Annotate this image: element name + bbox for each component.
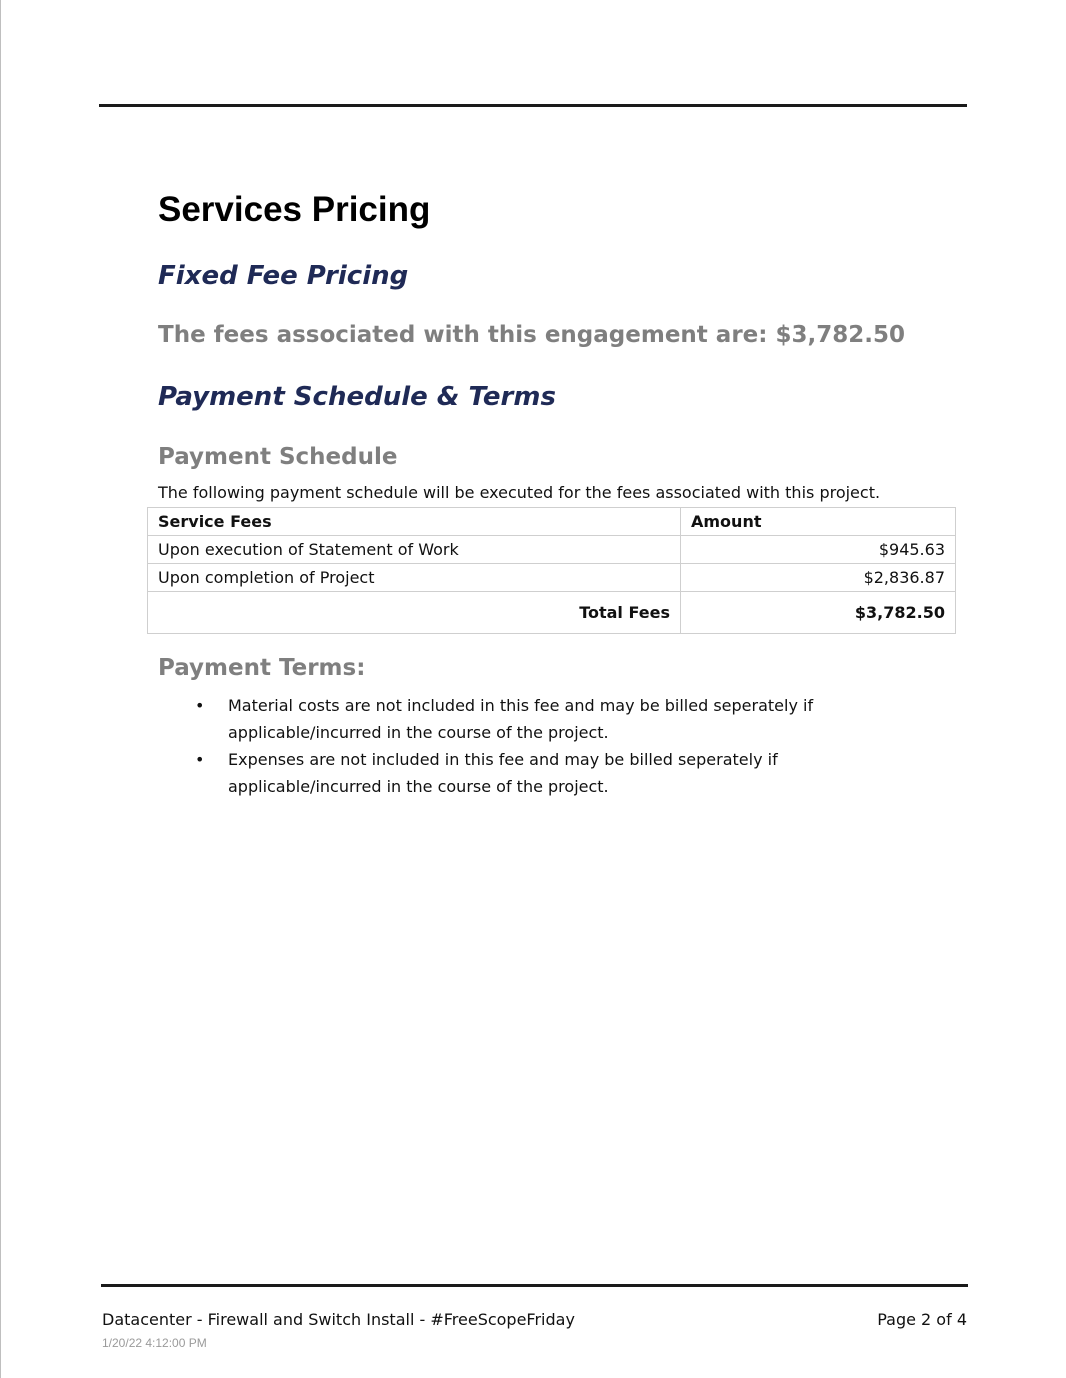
total-amount: $3,782.50	[681, 592, 956, 634]
payment-schedule-table	[147, 507, 956, 634]
page-title: Services Pricing	[158, 190, 431, 229]
column-header-service-fees: Service Fees	[148, 508, 681, 536]
footer-date: 1/20/22 4:12:00 PM	[102, 1336, 207, 1350]
row-amount: $945.63	[681, 536, 956, 564]
bullet-icon: •	[195, 750, 205, 769]
bullet-icon: •	[195, 696, 205, 715]
total-label: Total Fees	[148, 592, 681, 634]
table-header-row	[148, 508, 956, 536]
payment-terms-heading: Payment Terms:	[158, 655, 366, 681]
page-left-edge	[0, 0, 1, 1378]
list-item	[195, 746, 828, 800]
footer-title: Datacenter - Firewall and Switch Install - #FreeScopeFriday	[102, 1310, 575, 1329]
term-line: applicable/incurred in the course of the project.	[228, 777, 609, 796]
term-line: applicable/incurred in the course of the project.	[228, 723, 609, 742]
footer-page-number: Page 2 of 4	[877, 1310, 967, 1329]
list-item	[195, 692, 828, 746]
payment-schedule-intro: The following payment schedule will be executed for the fees associated with this project.	[158, 483, 881, 502]
row-label: Upon completion of Project	[148, 564, 681, 592]
fixed-fee-heading: Fixed Fee Pricing	[158, 261, 409, 291]
row-label: Upon execution of Statement of Work	[148, 536, 681, 564]
table-row	[148, 536, 956, 564]
payment-terms-list	[195, 692, 828, 800]
fees-summary: The fees associated with this engagement are: $3,782.50	[158, 322, 905, 348]
total-row	[148, 592, 956, 634]
term-line: Material costs are not included in this fee and may be billed seperately if	[228, 696, 814, 715]
payment-schedule-heading: Payment Schedule	[158, 444, 398, 470]
term-line: Expenses are not included in this fee and may be billed seperately if	[228, 750, 778, 769]
table-row	[148, 564, 956, 592]
footer-rule	[101, 1284, 968, 1287]
column-header-amount: Amount	[681, 508, 956, 536]
row-amount: $2,836.87	[681, 564, 956, 592]
payment-heading: Payment Schedule & Terms	[158, 382, 556, 412]
header-rule	[99, 104, 967, 107]
